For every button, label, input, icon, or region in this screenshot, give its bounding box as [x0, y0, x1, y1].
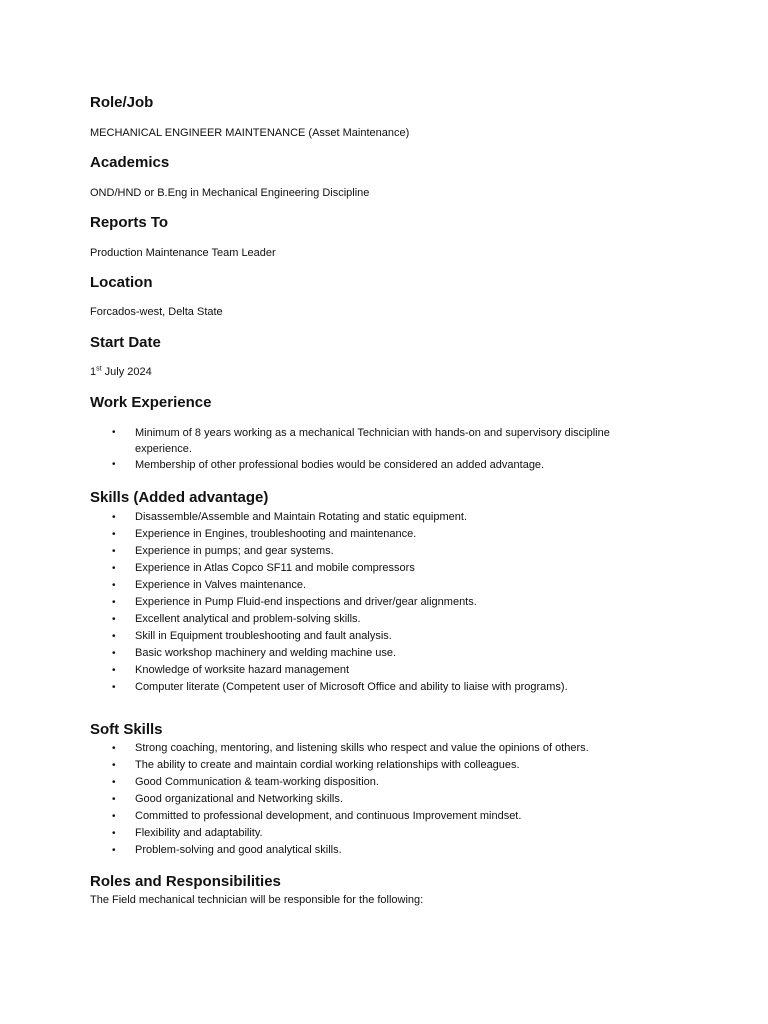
bullet-icon: •: [112, 760, 116, 771]
skills-section: [90, 489, 268, 507]
bullet-icon: •: [112, 529, 116, 540]
list-item-text: Experience in Pump Fluid-end inspections and driver/gear alignments.: [135, 596, 477, 608]
role-value: MECHANICAL ENGINEER MAINTENANCE (Asset Maintenance): [90, 127, 410, 139]
location-value: Forcados-west, Delta State: [90, 306, 223, 318]
bullet-icon: •: [112, 777, 116, 788]
list-item-text: Experience in pumps; and gear systems.: [135, 545, 334, 557]
start-date-rest: July 2024: [101, 366, 152, 378]
location-value-wrap: [90, 305, 223, 319]
bullet-icon: •: [112, 580, 116, 591]
list-item-text: Experience in Engines, troubleshooting and maintenance.: [135, 528, 417, 540]
bullet-icon: •: [112, 665, 116, 676]
list-item: [90, 808, 635, 825]
list-item-text: Problem-solving and good analytical skills.: [135, 844, 342, 856]
list-item-text: Good organizational and Networking skills.: [135, 793, 343, 805]
list-item-text: Committed to professional development, and continuous Improvement mindset.: [135, 810, 522, 822]
bullet-icon: •: [112, 427, 116, 438]
start-date-heading: Start Date: [90, 334, 161, 351]
list-item: [90, 628, 635, 645]
list-item: [90, 594, 635, 611]
list-item: [90, 740, 635, 757]
bullet-icon: •: [112, 546, 116, 557]
soft-skills-list: [90, 740, 635, 859]
list-item-text: Knowledge of worksite hazard management: [135, 664, 350, 676]
academics-heading: Academics: [90, 154, 170, 171]
reports-to-heading: Reports To: [90, 214, 169, 231]
bullet-icon: •: [112, 648, 116, 659]
soft-skills-list-wrap: [90, 740, 635, 859]
roles-section: [90, 873, 281, 891]
skills-list-wrap: [90, 509, 635, 696]
bullet-icon: •: [112, 828, 116, 839]
list-item-text: Experience in Valves maintenance.: [135, 579, 307, 591]
role-heading: Role/Job: [90, 94, 154, 111]
bullet-icon: •: [112, 794, 116, 805]
list-item: [90, 842, 635, 859]
list-item-text: Membership of other professional bodies would be considered an added advantage.: [135, 459, 545, 471]
work-experience-heading: Work Experience: [90, 394, 212, 411]
academics-section: [90, 154, 169, 172]
list-item: [90, 645, 635, 662]
list-item-text: Experience in Atlas Copco SF11 and mobile compressors: [135, 562, 415, 574]
list-item: [90, 526, 635, 543]
role-section: [90, 94, 153, 112]
list-item: [90, 425, 635, 457]
skills-list: [90, 509, 635, 696]
list-item: [90, 825, 635, 842]
bullet-icon: •: [112, 563, 116, 574]
list-item-text: Disassemble/Assemble and Maintain Rotating and static equipment.: [135, 511, 468, 523]
bullet-icon: •: [112, 459, 116, 470]
list-item-text: Flexibility and adaptability.: [135, 827, 263, 839]
start-date-section: [90, 334, 161, 352]
bullet-icon: •: [112, 811, 116, 822]
reports-to-section: [90, 214, 168, 232]
bullet-icon: •: [112, 682, 116, 693]
bullet-icon: •: [112, 512, 116, 523]
location-heading: Location: [90, 274, 153, 291]
bullet-icon: •: [112, 845, 116, 856]
list-item-text: Skill in Equipment troubleshooting and fault analysis.: [135, 630, 392, 642]
bullet-icon: •: [112, 743, 116, 754]
work-experience-list: [90, 425, 635, 473]
bullet-icon: •: [112, 597, 116, 608]
bullet-icon: •: [112, 631, 116, 642]
list-item-text: Strong coaching, mentoring, and listening skills who respect and value the opinions of others.: [135, 742, 589, 754]
list-item-text: Minimum of 8 years working as a mechanical Technician with hands-on and supervisory discipline experience.: [135, 427, 610, 455]
list-item: [90, 611, 635, 628]
start-date-value-wrap: [90, 365, 152, 379]
work-experience-list-wrap: [90, 425, 635, 473]
list-item-text: Computer literate (Competent user of Microsoft Office and ability to liaise with programs).: [135, 681, 568, 693]
academics-value: OND/HND or B.Eng in Mechanical Engineering Discipline: [90, 187, 370, 199]
start-date-day: 1: [90, 366, 97, 378]
list-item: [90, 457, 635, 473]
reports-to-value: Production Maintenance Team Leader: [90, 247, 276, 259]
list-item: [90, 543, 635, 560]
location-section: [90, 274, 153, 292]
reports-to-value-wrap: [90, 246, 276, 260]
list-item: [90, 509, 635, 526]
list-item: [90, 757, 635, 774]
work-experience-section: [90, 394, 211, 412]
list-item: [90, 560, 635, 577]
list-item-text: Excellent analytical and problem-solving skills.: [135, 613, 361, 625]
list-item-text: Good Communication & team-working disposition.: [135, 776, 379, 788]
skills-heading: Skills (Added advantage): [90, 489, 269, 506]
roles-value: The Field mechanical technician will be responsible for the following:: [90, 894, 424, 906]
list-item: [90, 577, 635, 594]
soft-skills-section: [90, 721, 163, 739]
start-date-suffix: st: [96, 365, 102, 373]
bullet-icon: •: [112, 614, 116, 625]
list-item: [90, 662, 635, 679]
list-item: [90, 774, 635, 791]
list-item: [90, 791, 635, 808]
list-item-text: The ability to create and maintain cordial working relationships with colleagues.: [135, 759, 520, 771]
academics-value-wrap: [90, 186, 369, 200]
roles-heading: Roles and Responsibilities: [90, 873, 281, 890]
role-value-wrap: [90, 126, 409, 140]
list-item: [90, 679, 635, 696]
start-date-value: [90, 365, 152, 379]
roles-value-wrap: [90, 893, 423, 907]
soft-skills-heading: Soft Skills: [90, 721, 163, 738]
list-item-text: Basic workshop machinery and welding machine use.: [135, 647, 397, 659]
